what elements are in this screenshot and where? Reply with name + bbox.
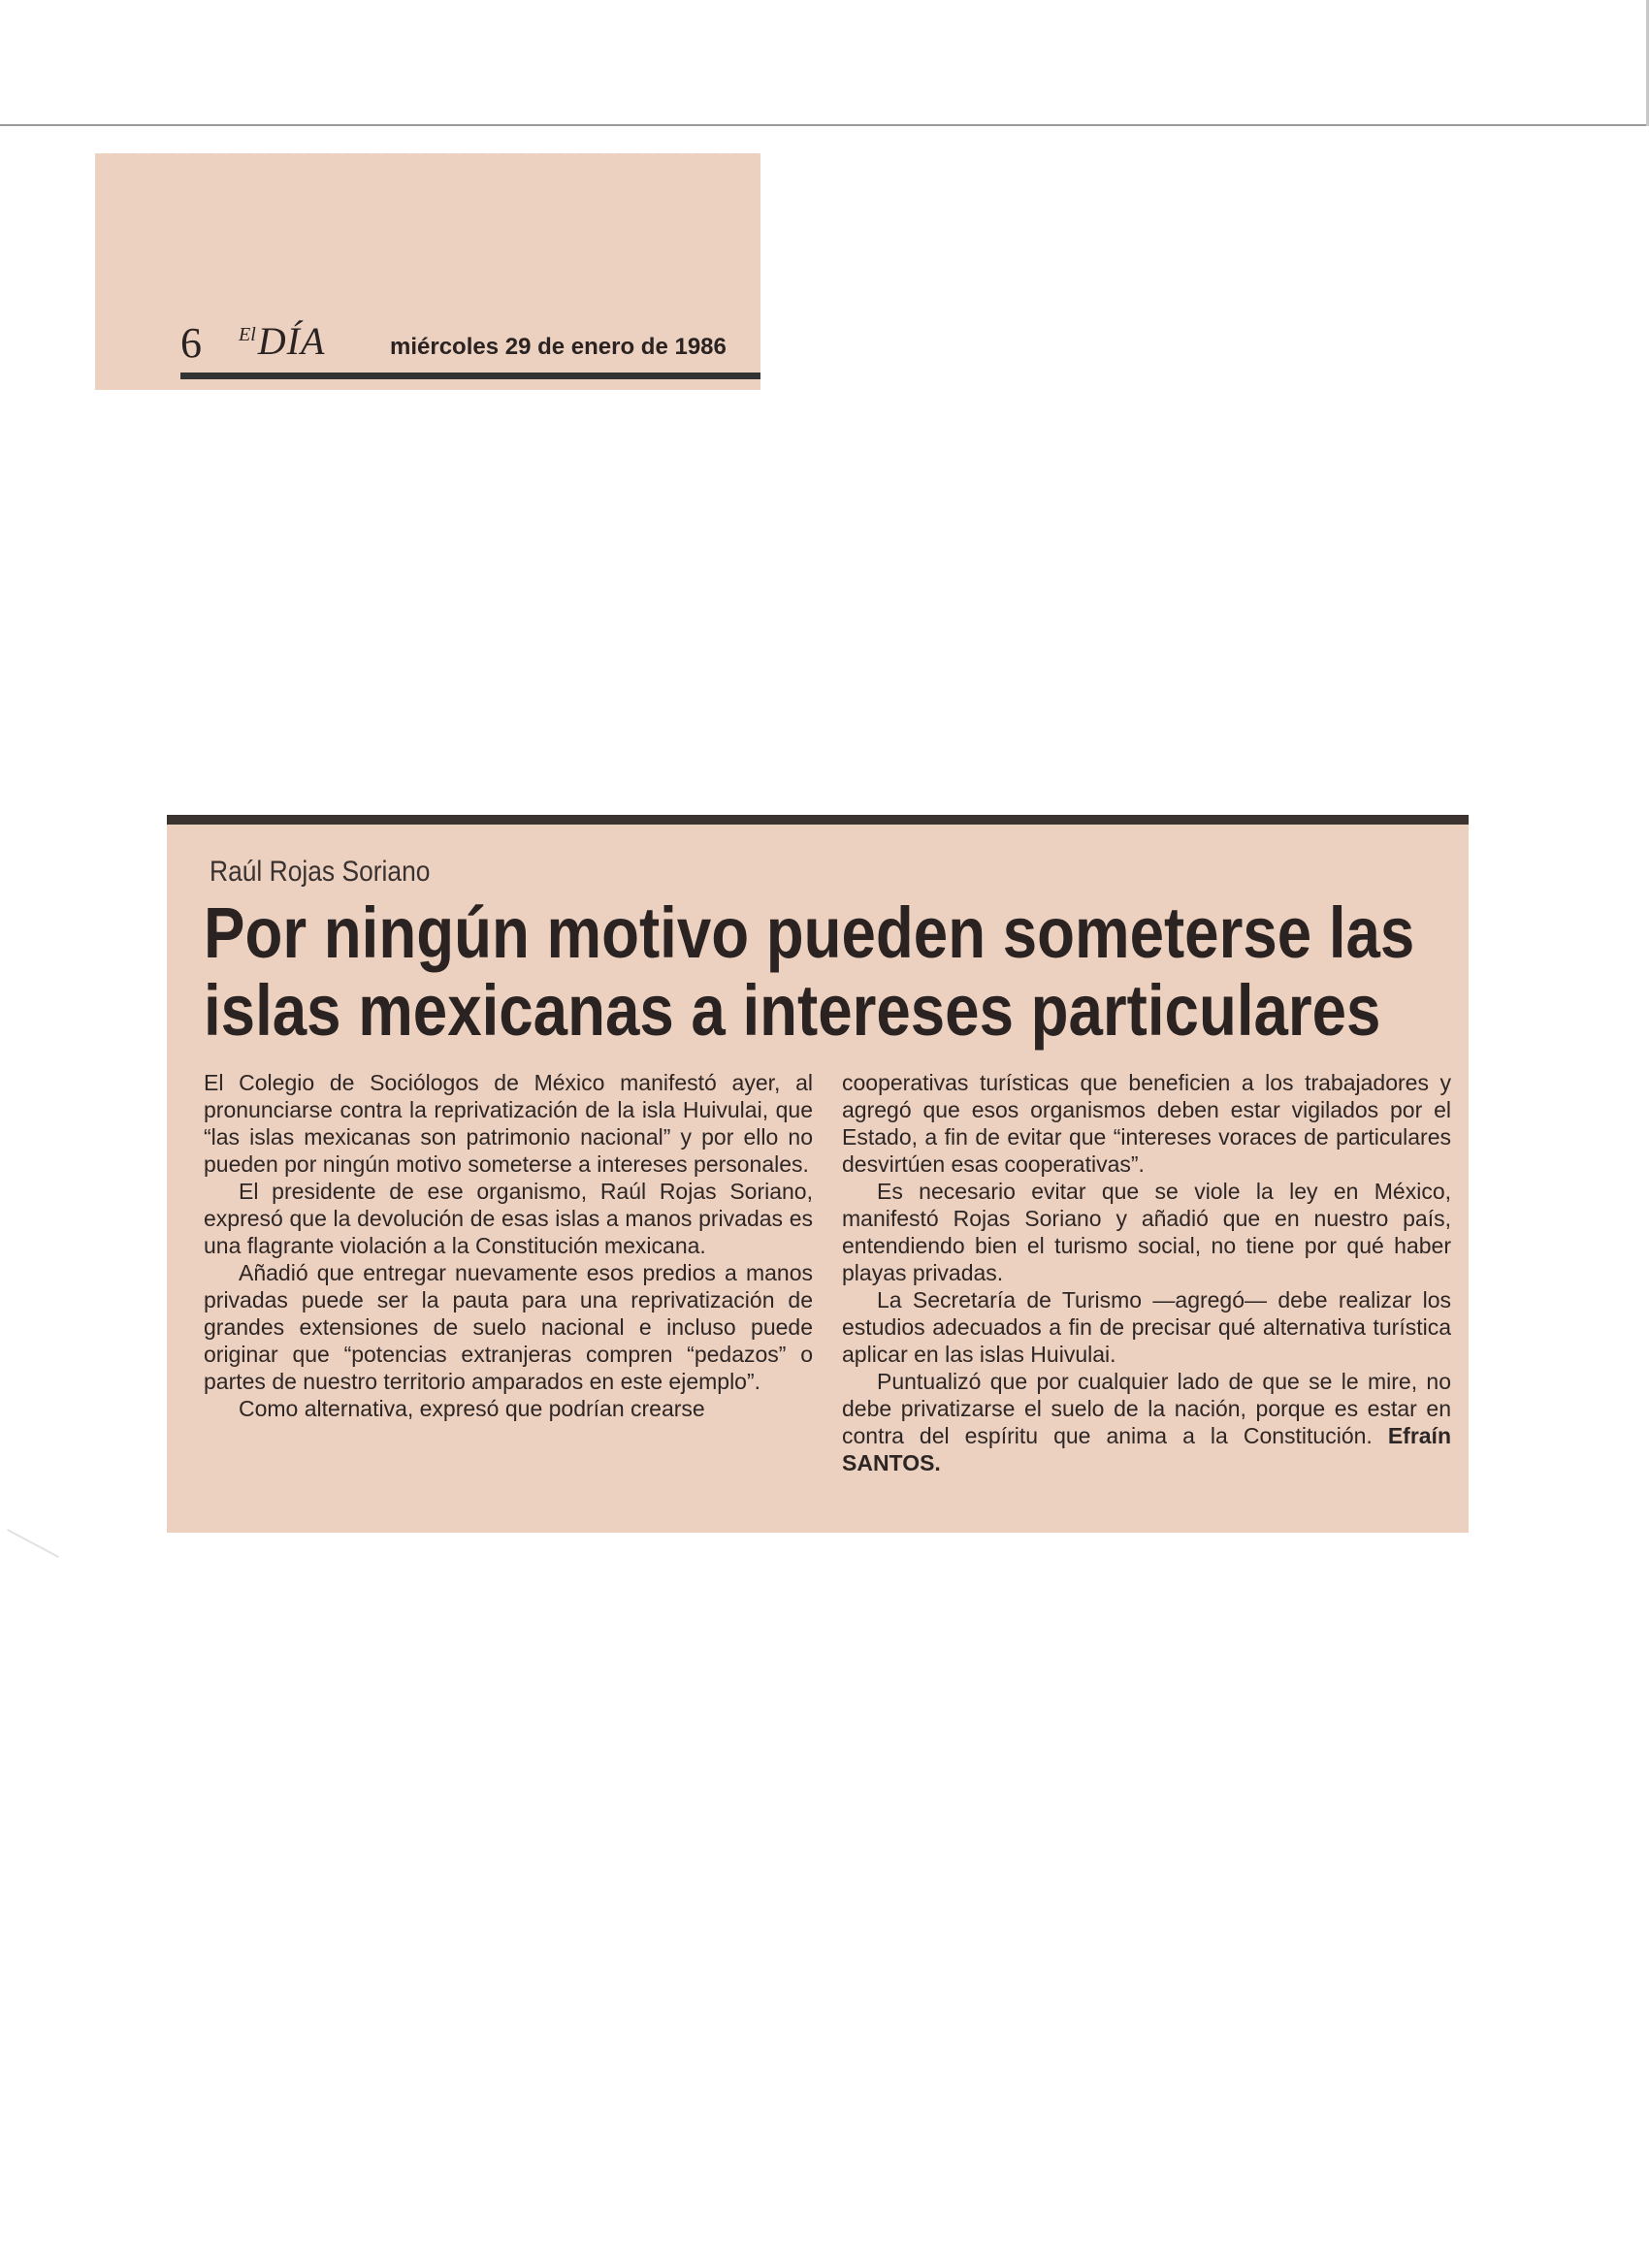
scan-stray-mark: [7, 1529, 59, 1558]
paragraph-final-text: Puntualizó que por cualquier lado de que se le mire, no debe privatizarse el suelo de la nación, porque es estar en contra del espíritu que anima a la Constitución.: [842, 1369, 1451, 1448]
masthead-rule: [180, 373, 760, 379]
page-number: 6: [180, 319, 202, 367]
article-top-rule: [167, 815, 1469, 825]
paragraph: Como alternativa, expresó que podrían crearse: [239, 1396, 705, 1421]
article-column-right: [842, 1069, 1451, 1515]
paragraph-final: [842, 1368, 1451, 1476]
article-headline: [204, 894, 1439, 1050]
paragraph: El presidente de ese organismo, Raúl Rojas Soriano, expresó que la devolución de esas islas a manos privadas es una flagrante violación a la Constitución mexicana.: [204, 1179, 813, 1258]
headline-line-1: Por ningún motivo pueden someterse las: [204, 892, 1415, 973]
paragraph: cooperativas turísticas que beneficien a los trabajadores y agregó que esos organismos deben estar vigilados por el Estado, a fin de evitar que “intereses voraces de particulares desvirtúen esas cooperativas”.: [842, 1070, 1451, 1177]
newspaper-logo: [239, 318, 325, 364]
masthead-clipping: [95, 153, 760, 390]
newspaper-logo-mark: El: [239, 324, 256, 345]
author-signature: Efraín SANTOS.: [842, 1423, 1451, 1475]
newspaper-logo-text: DÍA: [257, 319, 326, 363]
paragraph: Es necesario evitar que se viole la ley en México, manifestó Rojas Soriano y añadió que en nuestro país, entendiendo bien el turismo social, no tiene por qué haber playas privadas.: [842, 1179, 1451, 1285]
article-clipping: [167, 815, 1469, 1533]
issue-date: miércoles 29 de enero de 1986: [390, 334, 727, 360]
scan-edge-line: [0, 124, 1649, 126]
headline-line-2: islas mexicanas a intereses particulares: [204, 970, 1381, 1051]
paragraph: La Secretaría de Turismo —agregó— debe realizar los estudios adecuados a fin de precisar qué alternativa turística aplicar en las islas Huivulai.: [842, 1287, 1451, 1367]
paragraph: Añadió que entregar nuevamente esos predios a manos privadas puede ser la pauta para una reprivatización de grandes extensiones de suelo nacional e incluso puede originar que “potencias extranjeras compren “pedazos” o partes de nuestro territorio amparados en este ejemplo”.: [204, 1260, 813, 1394]
article-column-left: [204, 1069, 813, 1515]
torn-edge: [95, 149, 760, 157]
article-byline: Raúl Rojas Soriano: [210, 856, 431, 888]
paragraph: El Colegio de Sociólogos de México manifestó ayer, al pronunciarse contra la reprivatización de la isla Huivulai, que “las islas mexicanas son patrimonio nacional” y por ello no pueden por ningún motivo someterse a intereses personales.: [204, 1070, 813, 1177]
article-body: [204, 1069, 1449, 1515]
